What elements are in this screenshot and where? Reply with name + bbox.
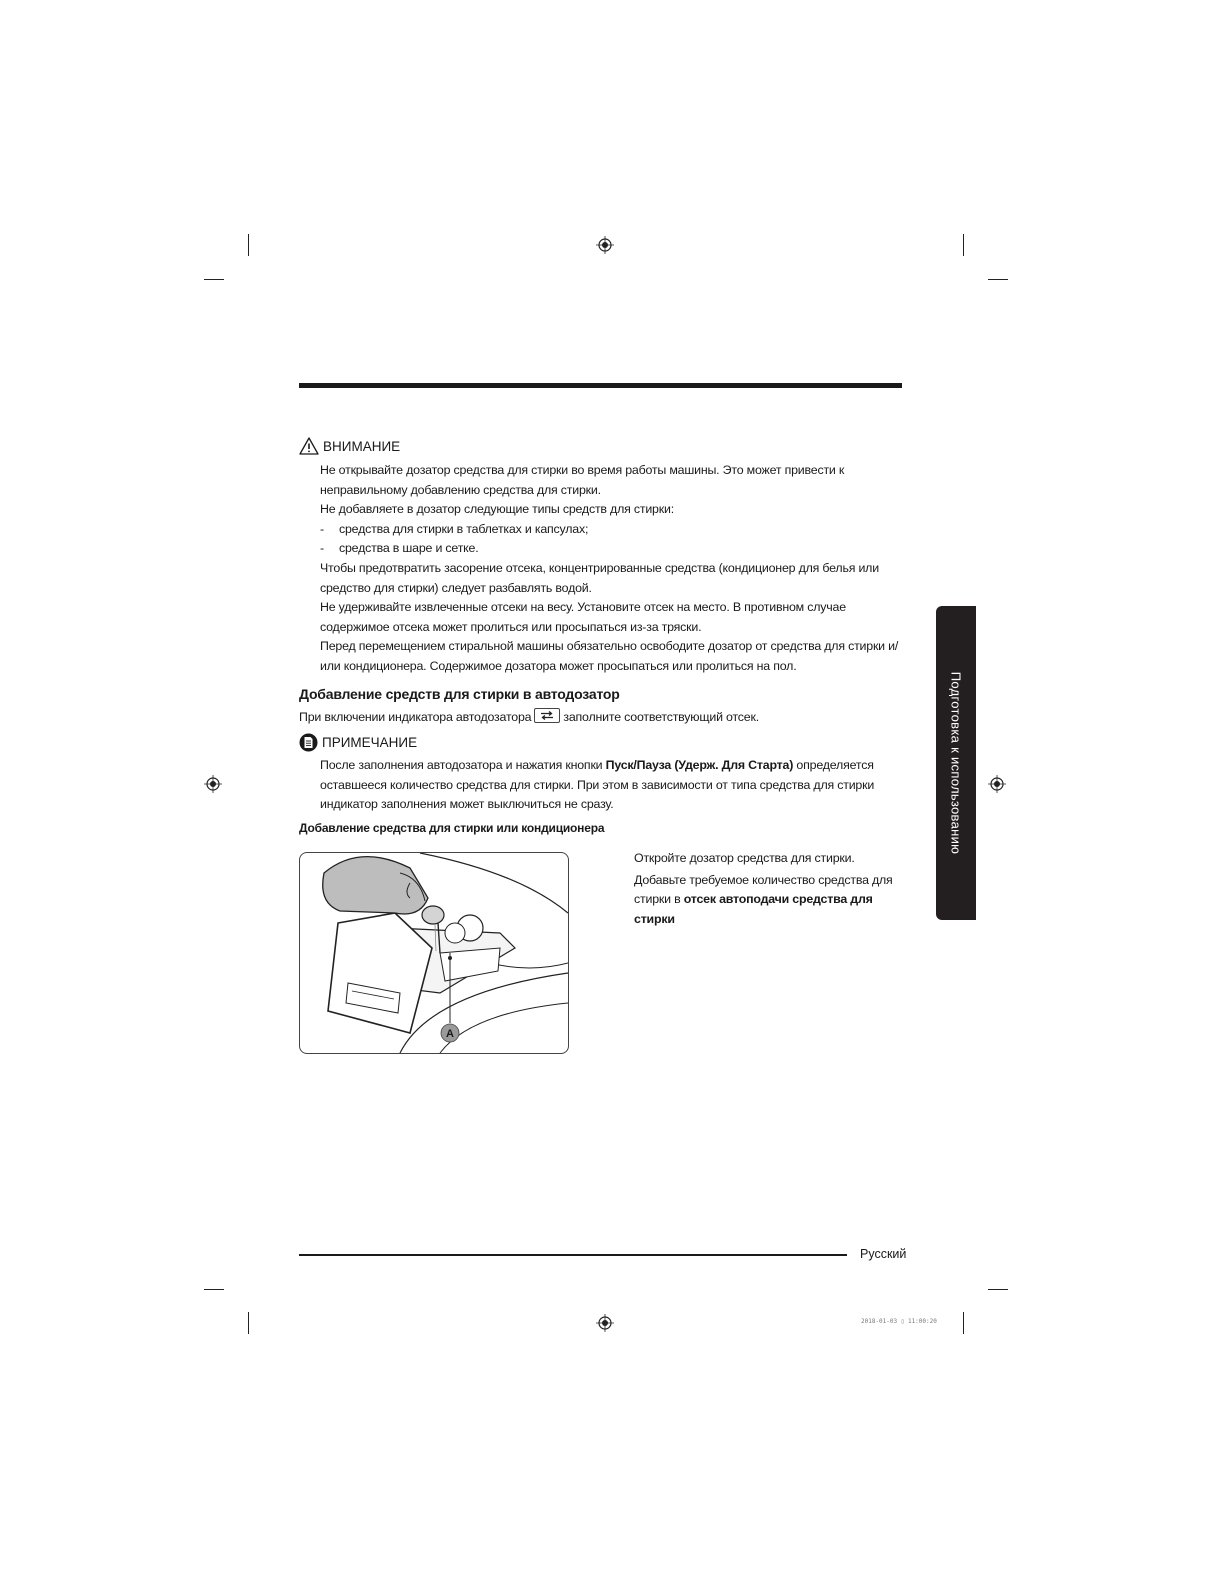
footer-rule: [299, 1254, 847, 1256]
warning-triangle-icon: [299, 437, 319, 455]
note-title: ПРИМЕЧАНИЕ: [322, 735, 418, 750]
warning-paragraph: Не удерживайте извлеченные отсеки на весу. Установите отсек на место. В противном случае содержимое отсека может пролиться или просыпаться из-за тряски.: [320, 600, 846, 634]
registration-mark-icon: [596, 236, 614, 254]
warning-paragraph: Чтобы предотвратить засорение отсека, концентрированные средства (кондиционер для белья или средство для стирки) следует разбавлять водой.: [320, 560, 879, 595]
list-item: [320, 520, 905, 540]
list-dash: -: [320, 541, 324, 556]
auto-dispense-indicator-icon: [534, 708, 560, 723]
warning-title: ВНИМАНИЕ: [323, 438, 401, 454]
print-metadata: 2018-01-03 ▯ 11:00:20: [861, 1318, 937, 1325]
note-paragraph: [320, 756, 905, 815]
section-top-rule: [299, 383, 902, 388]
step-1: Откройте дозатор средства для стирки.: [634, 851, 855, 865]
warning-paragraph: Не открывайте дозатор средства для стирки во время работы машины. Это может привести к неправильному добавлению средства для стирки.: [320, 463, 845, 497]
note-text-after: определяется оставшееся количество средства для стирки. При этом в зависимости от типа средства для стирки индикатор заполнения может выключиться не сразу.: [320, 758, 875, 812]
list-item-text: средства для стирки в таблетках и капсулах;: [339, 521, 589, 536]
crop-mark: [204, 279, 224, 280]
footer-language: Русский: [860, 1247, 907, 1261]
note-heading: [299, 733, 417, 752]
crop-mark: [204, 1289, 224, 1290]
dispenser-illustration: [299, 852, 569, 1054]
step-2-compartment: отсек автоподачи средства для стирки: [634, 892, 873, 926]
section-instruction: [299, 708, 899, 728]
callout-label: A: [446, 1028, 454, 1040]
crop-mark: [963, 234, 964, 256]
crop-mark: [988, 1289, 1008, 1290]
registration-mark-icon: [988, 775, 1006, 793]
warning-body: [320, 461, 905, 677]
list-dash: -: [320, 521, 324, 536]
instruction-text-before: При включении индикатора автодозатора: [299, 710, 532, 724]
chapter-side-tab-label: Подготовка к использованию: [948, 671, 964, 855]
crop-mark: [248, 234, 249, 256]
step-2-text: Добавьте требуемое количество средства для стирки в: [634, 872, 893, 907]
procedure-steps: [634, 849, 904, 929]
warning-paragraph: Перед перемещением стиральной машины обязательно освободите дозатор от средства для стирки и/или кондиционера. Содержимое дозатора может просыпаться или пролиться на пол.: [320, 639, 899, 673]
note-button-name: Пуск/Пауза (Удерж. Для Старта): [605, 758, 794, 772]
note-icon: [299, 733, 318, 752]
warning-paragraph: Не добавляете в дозатор следующие типы средств для стирки:: [320, 502, 674, 517]
note-body: [320, 756, 905, 815]
step-2: [634, 871, 904, 930]
warning-heading: [299, 437, 400, 455]
list-item: [320, 539, 905, 559]
registration-mark-icon: [596, 1314, 614, 1332]
dispenser-drawing: [300, 853, 568, 1053]
registration-mark-icon: [204, 775, 222, 793]
crop-mark: [248, 1312, 249, 1334]
subsection-title: Добавление средства для стирки или кондиционера: [299, 821, 605, 835]
section-title: Добавление средств для стирки в автодозатор: [299, 686, 620, 702]
crop-mark: [963, 1312, 964, 1334]
note-text-before: После заполнения автодозатора и нажатия кнопки: [320, 758, 603, 772]
crop-mark: [988, 279, 1008, 280]
list-item-text: средства в шаре и сетке.: [339, 541, 479, 556]
chapter-side-tab: [936, 606, 976, 920]
instruction-text-after: заполните соответствующий отсек.: [563, 710, 759, 724]
